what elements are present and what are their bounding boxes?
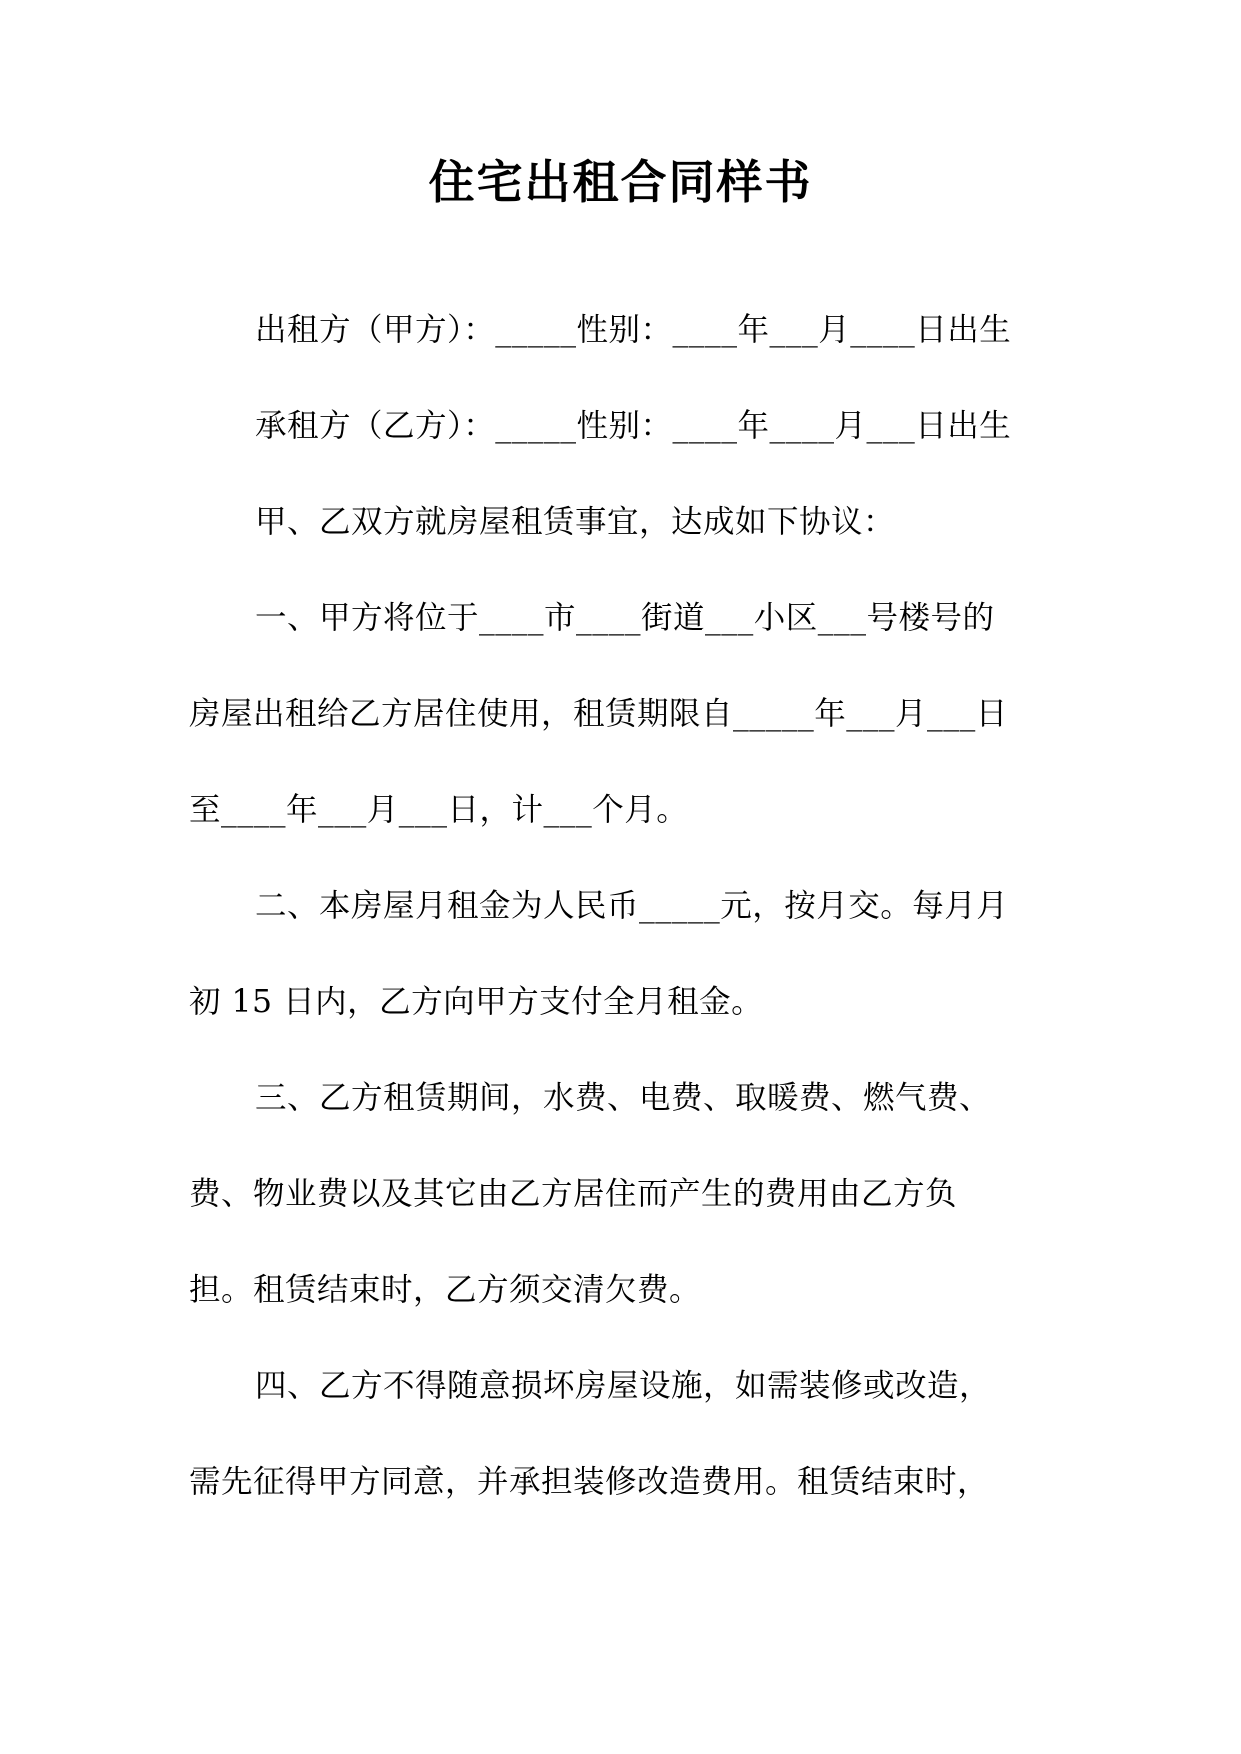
- clause-4-line-2: 需先征得甲方同意，并承担装修改造费用。租赁结束时，: [189, 1464, 990, 1500]
- clause-2-line-1: 二、本房屋月租金为人民币_____元，按月交。每月月: [255, 888, 1009, 924]
- clause-1-line-1: 一、甲方将位于____市____街道___小区___号楼号的: [255, 600, 995, 636]
- clause-3-line-1: 三、乙方租赁期间，水费、电费、取暖费、燃气费、: [255, 1080, 992, 1116]
- clause-1-line-3: 至____年___月___日，计___个月。: [189, 792, 689, 828]
- lessee-line: 承租方（乙方）：_____性别：____年____月___日出生: [255, 408, 1012, 444]
- document-title: 住宅出租合同样书: [428, 155, 813, 209]
- clause-3-line-2: 费、物业费以及其它由乙方居住而产生的费用由乙方负: [189, 1176, 958, 1212]
- agreement-intro: 甲、乙双方就房屋租赁事宜，达成如下协议：: [255, 504, 896, 540]
- clause-3-line-3: 担。租赁结束时，乙方须交清欠费。: [189, 1272, 702, 1308]
- clause-1-line-2: 房屋出租给乙方居住使用，租赁期限自_____年___月___日: [189, 696, 1008, 732]
- lessor-line: 出租方（甲方）：_____性别：____年___月____日出生: [255, 312, 1012, 348]
- clause-4-line-1: 四、乙方不得随意损坏房屋设施，如需装修或改造，: [255, 1368, 992, 1404]
- clause-2-line-2: 初 15 日内，乙方向甲方支付全月租金。: [189, 984, 764, 1020]
